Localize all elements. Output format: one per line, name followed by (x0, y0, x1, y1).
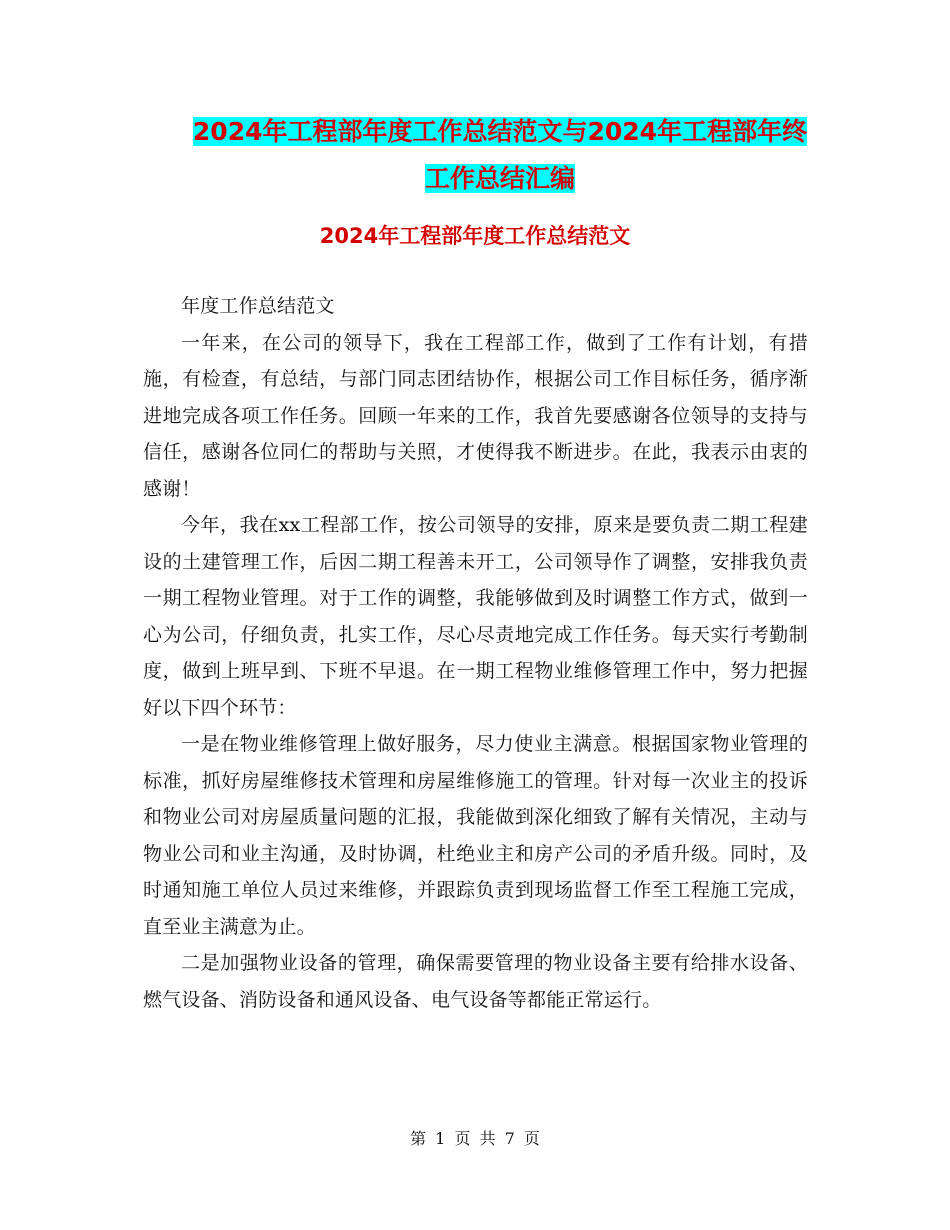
paragraph-heading: 年度工作总结范文 (181, 295, 335, 317)
paragraph: 二是加强物业设备的管理，确保需要管理的物业设备主要有给排水设备、燃气设备、消防设备和通风设备、电气设备等都能正常运行。 (143, 952, 808, 1011)
page-number-footer: 第 1 页 共 7 页 (410, 1129, 540, 1148)
document-title-line-2: 工作总结汇编 (424, 164, 575, 193)
document-title (140, 108, 860, 202)
paragraph: 一年来，在公司的领导下，我在工程部工作，做到了工作有计划，有措施，有检查，有总结，与部门同志团结协作，根据公司工作目标任务，循序渐进地完成各项工作任务。回顾一年来的工作，我首先要感谢各位领导的支持与信任，感谢各位同仁的帮助与关照，才使得我不断进步。在此，我表示由衷的感谢！ (143, 331, 808, 500)
paragraph: 一是在物业维修管理上做好服务，尽力使业主满意。根据国家物业管理的标准，抓好房屋维修技术管理和房屋维修施工的管理。针对每一次业主的投诉和物业公司对房屋质量问题的汇报，我能做到深化细致了解有关情况，主动与物业公司和业主沟通，及时协调，杜绝业主和房产公司的矛盾升级。同时，及时通知施工单位人员过来维修，并跟踪负责到现场监督工作至工程施工完成，直至业主满意为止。 (143, 733, 808, 938)
paragraph: 今年，我在xx工程部工作，按公司领导的安排，原来是要负责二期工程建设的土建管理工作，后因二期工程善未开工，公司领导作了调整，安排我负责一期工程物业管理。对于工作的调整，我能够做到及时调整工作方式，做到一心为公司，仔细负责，扎实工作，尽心尽责地完成工作任务。每天实行考勤制度，做到上班早到、下班不早退。在一期工程物业维修管理工作中，努力把握好以下四个环节： (143, 514, 808, 719)
document-title-line-1: 2024年工程部年度工作总结范文与2024年工程部年终 (192, 117, 808, 146)
document-body (143, 288, 808, 1018)
section-title: 2024年工程部年度工作总结范文 (319, 224, 631, 248)
